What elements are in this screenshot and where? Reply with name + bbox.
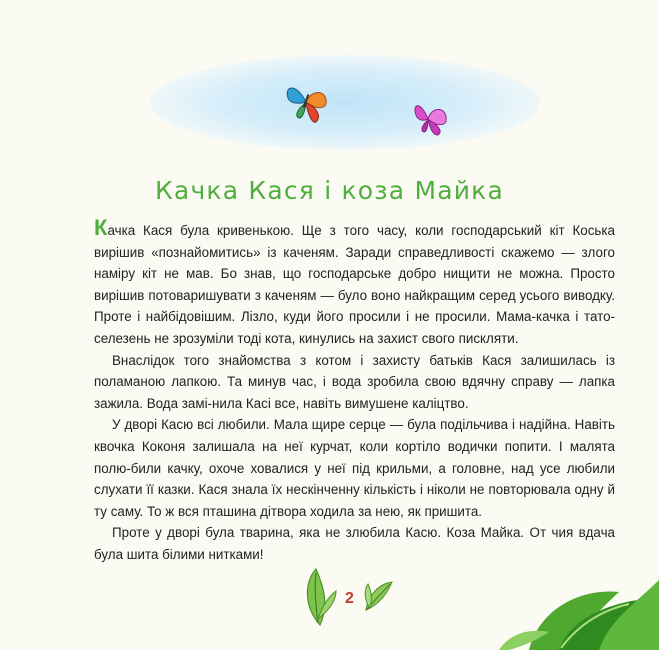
- drop-cap: К: [94, 215, 108, 240]
- paragraph: Качка Кася була кривенькою. Ще з того часу, коли господарський кіт Коська вирішив «познайомитись» із каченям. Заради справедливості скажемо — злого наміру кіт не мав. Бо знав, що господарське добро нищити не можна. Просто вирішив потоваришувати з каченям — було воно найкращим серед усього виводку. Проте і найбідовішим. Лізло, куди його просили і не просили. Мама-качка і тато-селезень не зрозуміли тоді кота, кинулись на захист свого пискляти.: [94, 215, 615, 346]
- leaf-icon: [360, 578, 396, 614]
- sky-cloud-decoration: [150, 55, 540, 150]
- paragraph: Проте у дворі була тварина, яка не злюбила Касю. Коза Майка. От чия вдача була шита білими нитками!: [94, 525, 615, 562]
- leaf-icon: [300, 567, 340, 627]
- butterfly-pink-icon: [410, 95, 452, 137]
- page-title: Качка Кася і коза Майка: [154, 176, 504, 205]
- butterfly-orange-icon: [282, 80, 332, 125]
- page-number: 2: [345, 590, 354, 607]
- paragraph: Внаслідок того знайомства з котом і захисту батьків Кася залишилась із поламаною лапкою. Та минув час, і вода зробила свою вдячну справу — лапка зажила. Вода замі-нила Касі все, навіть вимушене каліцтво.: [94, 352, 615, 411]
- story-text: [94, 215, 615, 566]
- leaves-decoration: [499, 570, 659, 650]
- paragraph: У дворі Касю всі любили. Мала щире серце — була подільчива і надійна. Навіть квочка Коконя залишала на неї курчат, коли кортіло водички попити. І малята полю-били качку, охоче ховалися у неї під крильми, а головне, над усе любили слухати її казки. Кася знала їх нескінченну кількість і ніколи не повторювала одну й ту саму. То ж вся пташина дітвора ходила за нею, як пришита.: [94, 417, 615, 519]
